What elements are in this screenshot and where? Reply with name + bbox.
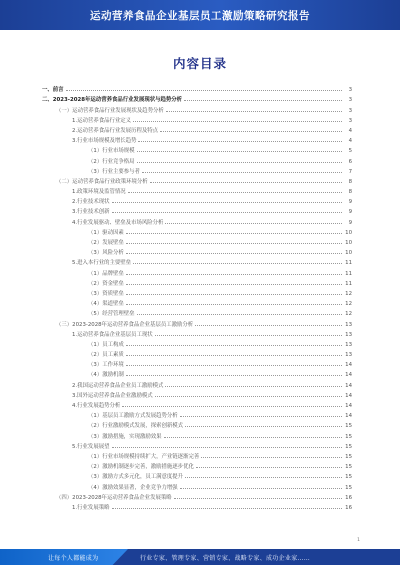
toc-entry-page: 12 xyxy=(343,291,352,297)
toc-entry-text: （3）激励措施，实现激励效果 xyxy=(88,433,162,440)
toc-leader-dots xyxy=(126,364,342,366)
toc-leader-dots xyxy=(138,140,342,142)
toc-entry[interactable] xyxy=(42,226,352,236)
toc-entry-text: （4）激励效果显著，企业竞争力增强 xyxy=(88,484,178,491)
toc-entry[interactable] xyxy=(42,480,352,490)
toc-entry[interactable] xyxy=(42,287,352,297)
toc-entry-page: 15 xyxy=(343,423,352,429)
toc-leader-dots xyxy=(196,466,342,468)
toc-leader-dots xyxy=(160,130,342,132)
toc-entry[interactable] xyxy=(42,124,352,134)
toc-entry[interactable] xyxy=(42,205,352,215)
toc-entry[interactable] xyxy=(42,185,352,195)
toc-leader-dots xyxy=(164,436,342,438)
toc-leader-dots xyxy=(201,456,342,458)
toc-entry[interactable] xyxy=(42,389,352,399)
toc-entry-page: 11 xyxy=(343,271,352,277)
toc-entry-page: 7 xyxy=(343,169,352,175)
toc-entry-text: （1）驱动因素 xyxy=(88,229,124,236)
toc-entry-page: 8 xyxy=(343,179,352,185)
toc-entry[interactable] xyxy=(42,134,352,144)
report-header xyxy=(0,0,400,30)
toc-entry-text: （5）经营管理壁垒 xyxy=(88,311,135,318)
toc-entry-text: 1.运动营养食品行业定义 xyxy=(72,117,132,124)
footer-slogan: 让每个人都能成为 xyxy=(48,555,99,562)
toc-leader-dots xyxy=(126,303,342,305)
toc-entry-page: 9 xyxy=(343,199,352,205)
toc-entry[interactable] xyxy=(42,317,352,327)
toc-entry-text: 4.行业发展驱动、壁垒及市场风险分析 xyxy=(72,219,164,226)
toc-entry-text: 2.我国运动营养食品企业员工激励模式 xyxy=(72,382,164,389)
toc-entry[interactable] xyxy=(42,175,352,185)
toc-leader-dots xyxy=(184,99,342,101)
toc-leader-dots xyxy=(122,405,342,407)
toc-title: 内容目录 xyxy=(172,56,227,71)
toc-entry[interactable] xyxy=(42,246,352,256)
toc-entry-text: （1）基层员工激励方式发展趋势分析 xyxy=(88,413,178,420)
toc-entry[interactable] xyxy=(42,348,352,358)
toc-entry[interactable] xyxy=(42,368,352,378)
toc-entry-page: 6 xyxy=(343,159,352,165)
toc-entry-page: 16 xyxy=(343,495,352,501)
toc-entry-page: 3 xyxy=(343,108,352,114)
toc-entry[interactable] xyxy=(42,399,352,409)
toc-entry-text: （1）行业市场规模 xyxy=(88,148,135,155)
toc-entry-page: 16 xyxy=(343,505,352,511)
toc-leader-dots xyxy=(112,211,343,213)
toc-entry-page: 14 xyxy=(343,413,352,419)
toc-entry-text: （2）行业竞争格局 xyxy=(88,158,135,165)
toc-leader-dots xyxy=(133,120,342,122)
toc-leader-dots xyxy=(126,374,342,376)
toc-entry-text: 3.行业技术创新 xyxy=(72,209,110,216)
toc-entry[interactable] xyxy=(42,338,352,348)
toc-entry-page: 3 xyxy=(343,118,352,124)
toc-entry-text: （3）资质壁垒 xyxy=(88,290,124,297)
toc-entry-page: 8 xyxy=(343,189,352,195)
toc-leader-dots xyxy=(126,242,342,244)
toc-entry-page: 14 xyxy=(343,372,352,378)
toc-entry[interactable] xyxy=(42,93,352,103)
toc-entry-page: 14 xyxy=(343,362,352,368)
footer-subtitle: 行业专家、管理专家、营销专家、战略专家、成功企业家…… xyxy=(140,555,311,562)
toc-entry[interactable] xyxy=(42,358,352,368)
toc-entry[interactable] xyxy=(42,165,352,175)
toc-entry[interactable] xyxy=(42,114,352,124)
toc-leader-dots xyxy=(155,395,342,397)
toc-entry-text: （四）2023-2028年运动营养食品企业发展策略 xyxy=(56,494,172,501)
toc-entry-text: （2）激励机制逐步完善，激励措施逐步优化 xyxy=(88,464,194,471)
toc-entry-page: 14 xyxy=(343,403,352,409)
toc-entry-page: 13 xyxy=(343,332,352,338)
toc-entry[interactable] xyxy=(42,429,352,439)
toc-entry-page: 9 xyxy=(343,220,352,226)
toc-entry-text: （3）激励方式多元化，员工满意度提升 xyxy=(88,474,184,481)
toc-leader-dots xyxy=(180,415,342,417)
toc-entry-text: （三）2023-2028年运动营养食品企业基层员工激励分析 xyxy=(56,321,194,328)
toc-entry-text: （2）员工素质 xyxy=(88,352,124,359)
toc-leader-dots xyxy=(185,425,342,427)
toc-leader-dots xyxy=(112,507,343,509)
toc-leader-dots xyxy=(165,385,342,387)
toc-entry-page: 9 xyxy=(343,209,352,215)
toc-leader-dots xyxy=(165,222,342,224)
toc-entry-text: 3.行业市场规模及增长趋势 xyxy=(72,138,137,145)
toc-leader-dots xyxy=(195,324,342,326)
toc-entry-text: 一、前言 xyxy=(42,87,64,94)
toc-entry-page: 11 xyxy=(343,260,352,266)
toc-entry-text: （3）工作环境 xyxy=(88,362,124,369)
toc-entry-text: 5.进入本行业的主要壁垒 xyxy=(72,260,132,267)
toc-entry-page: 15 xyxy=(343,485,352,491)
toc-entry-page: 13 xyxy=(343,322,352,328)
toc-leader-dots xyxy=(128,191,342,193)
toc-entry-text: （2）资金壁垒 xyxy=(88,280,124,287)
toc-leader-dots xyxy=(126,283,342,285)
toc-entry-text: （4）渠道壁垒 xyxy=(88,301,124,308)
toc-leader-dots xyxy=(180,487,342,489)
toc-leader-dots xyxy=(174,497,342,499)
toc-entry-page: 15 xyxy=(343,474,352,480)
toc-leader-dots xyxy=(137,150,342,152)
toc-entry-text: （3）行业主要参与者 xyxy=(88,168,140,175)
toc-entry[interactable] xyxy=(42,266,352,276)
toc-entry-text: （1）员工构成 xyxy=(88,341,124,348)
toc-entry[interactable] xyxy=(42,195,352,205)
toc-entry-page: 4 xyxy=(343,138,352,144)
toc-entry-page: 14 xyxy=(343,383,352,389)
toc-entry-page: 10 xyxy=(343,230,352,236)
toc-entry-page: 3 xyxy=(343,97,352,103)
toc-entry-text: 2.行业技术现状 xyxy=(72,199,110,206)
toc-entry-text: （2）发展壁垒 xyxy=(88,240,124,246)
toc-entry-text: 3.国外运动营养食品企业激励模式 xyxy=(72,392,153,399)
toc-entry-page: 15 xyxy=(343,434,352,440)
toc-entry-page: 3 xyxy=(343,87,352,93)
report-title: 运动营养食品企业基层员工激励策略研究报告 xyxy=(90,9,310,22)
toc-leader-dots xyxy=(137,313,342,315)
toc-entry-text: 1.行业发展策略 xyxy=(72,504,110,511)
toc-leader-dots xyxy=(185,476,342,478)
toc-entry-page: 15 xyxy=(343,454,352,460)
footer-banner xyxy=(0,549,400,565)
toc-entry-page: 13 xyxy=(343,342,352,348)
toc-entry[interactable] xyxy=(42,378,352,388)
toc-entry-page: 15 xyxy=(343,444,352,450)
toc-entry-text: 5.行业发展展望 xyxy=(72,443,110,450)
toc-entry-text: （一）运动营养食品行业发展现状及趋势分析 xyxy=(56,107,164,114)
toc-entry-text: （2）行业激励模式发展，探索创新模式 xyxy=(88,423,184,430)
toc-leader-dots xyxy=(137,161,342,163)
toc-leader-dots xyxy=(166,110,342,112)
toc-leader-dots xyxy=(150,181,342,183)
toc-leader-dots xyxy=(126,273,342,275)
page-number: 1 xyxy=(357,538,360,543)
toc-leader-dots xyxy=(126,252,342,254)
toc-entry[interactable] xyxy=(42,144,352,154)
toc-entry[interactable] xyxy=(42,470,352,480)
toc-entry[interactable] xyxy=(42,256,352,266)
toc-entry-text: 1.政策环境及监管情况 xyxy=(72,189,126,196)
toc-entry-text: 4.行业发展趋势分析 xyxy=(72,403,121,409)
toc-leader-dots xyxy=(133,262,342,264)
toc-entry[interactable] xyxy=(42,215,352,225)
toc-leader-dots xyxy=(126,232,342,234)
toc-entry[interactable] xyxy=(42,83,352,93)
toc-entry[interactable] xyxy=(42,328,352,338)
toc-entry[interactable] xyxy=(42,419,352,429)
toc-leader-dots xyxy=(112,201,343,203)
toc-entry-page: 5 xyxy=(343,148,352,154)
toc-entry[interactable] xyxy=(42,103,352,113)
toc-entry-text: （1）行业市场规模持续扩大，产业链逐渐完善 xyxy=(88,453,200,460)
toc-entry[interactable] xyxy=(42,277,352,287)
toc-entry[interactable] xyxy=(42,307,352,317)
toc-entry[interactable] xyxy=(42,236,352,246)
toc-entry[interactable] xyxy=(42,450,352,460)
toc-leader-dots xyxy=(142,171,342,173)
table-of-contents xyxy=(42,83,352,511)
toc-entry-page: 12 xyxy=(343,311,352,317)
toc-entry-text: （1）品牌壁垒 xyxy=(88,270,124,277)
toc-entry-text: （3）风险分析 xyxy=(88,250,124,257)
toc-entry-text: 2.运动营养食品行业发展历程及特点 xyxy=(72,127,159,134)
toc-entry-text: （二）运动营养食品行业政策环境分析 xyxy=(56,178,148,185)
toc-entry[interactable] xyxy=(42,409,352,419)
toc-leader-dots xyxy=(66,89,342,91)
toc-entry[interactable] xyxy=(42,297,352,307)
toc-entry-page: 10 xyxy=(343,250,352,256)
toc-entry-page: 15 xyxy=(343,464,352,470)
toc-entry-text: 二、2023-2028年运动营养食品行业发展现状与趋势分析 xyxy=(42,97,183,104)
toc-leader-dots xyxy=(155,334,342,336)
toc-entry[interactable] xyxy=(42,491,352,501)
toc-entry-page: 10 xyxy=(343,240,352,246)
toc-entry-page: 4 xyxy=(343,128,352,134)
toc-entry[interactable] xyxy=(42,154,352,164)
toc-leader-dots xyxy=(112,446,343,448)
toc-entry-text: 1.运动营养食品企业基层员工现状 xyxy=(72,331,153,338)
toc-entry[interactable] xyxy=(42,440,352,450)
toc-entry-page: 14 xyxy=(343,393,352,399)
toc-entry[interactable] xyxy=(42,460,352,470)
toc-leader-dots xyxy=(126,344,342,346)
toc-entry-text: （4）激励机制 xyxy=(88,372,124,379)
toc-leader-dots xyxy=(126,293,342,295)
toc-entry[interactable] xyxy=(42,501,352,511)
toc-entry-page: 11 xyxy=(343,281,352,287)
toc-entry-page: 13 xyxy=(343,352,352,358)
toc-entry-page: 12 xyxy=(343,301,352,307)
toc-leader-dots xyxy=(126,354,342,356)
